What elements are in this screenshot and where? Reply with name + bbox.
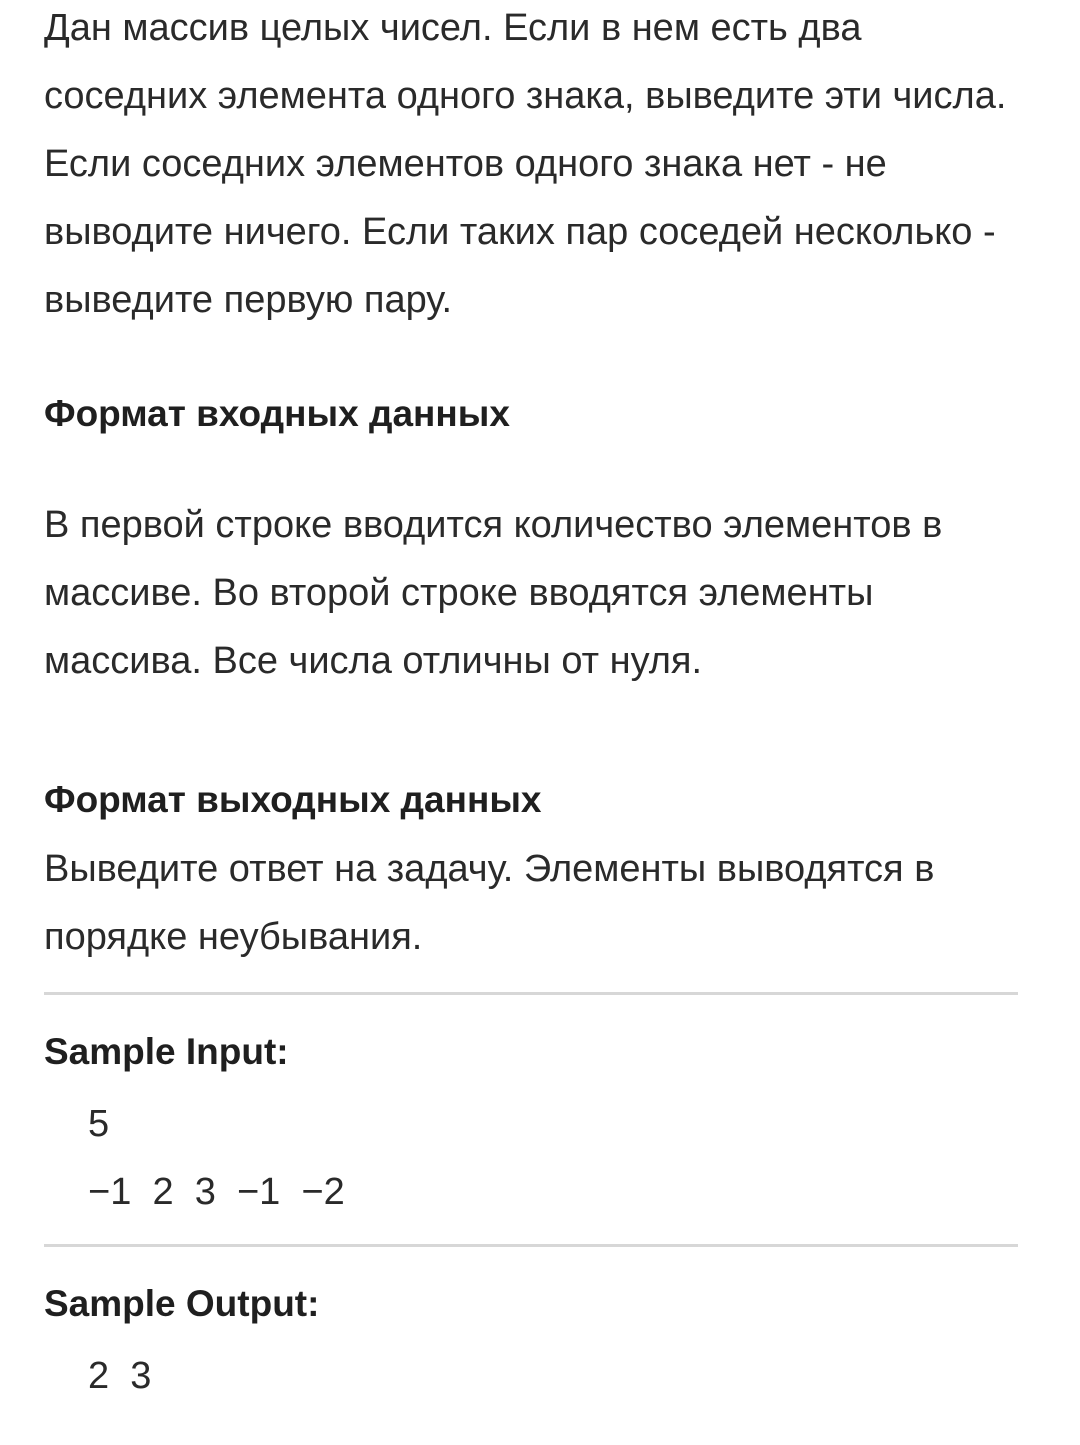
sample-output-title: Sample Output:: [44, 1283, 320, 1324]
input-format-text: В первой строке вводится количество элементов в массиве. Во второй строке вводятся элементы массива. Все числа отличны от нуля.: [44, 504, 943, 682]
sample-input-block: [88, 1090, 345, 1226]
sample-input-line: −1 2 3 −1 −2: [88, 1171, 345, 1213]
divider: [44, 1244, 1018, 1247]
output-format-text: Выведите ответ на задачу. Элементы выводятся в порядке неубывания.: [44, 848, 935, 958]
divider: [44, 992, 1018, 995]
input-format-heading: Формат входных данных: [44, 393, 510, 434]
sample-output-block: [88, 1342, 151, 1410]
output-format-heading: Формат выходных данных: [44, 779, 542, 820]
sample-input-line: 5: [88, 1103, 110, 1145]
problem-statement: [44, 0, 1018, 1397]
sample-output-line: 2 3: [88, 1355, 152, 1397]
problem-description: Дан массив целых чисел. Если в нем есть два соседних элемента одного знака, выведите эти числа. Если соседних элементов одного знака нет - не выводите ничего. Если таких пар соседей несколько - выведите первую пару.: [44, 7, 1007, 321]
sample-input-title: Sample Input:: [44, 1031, 289, 1072]
